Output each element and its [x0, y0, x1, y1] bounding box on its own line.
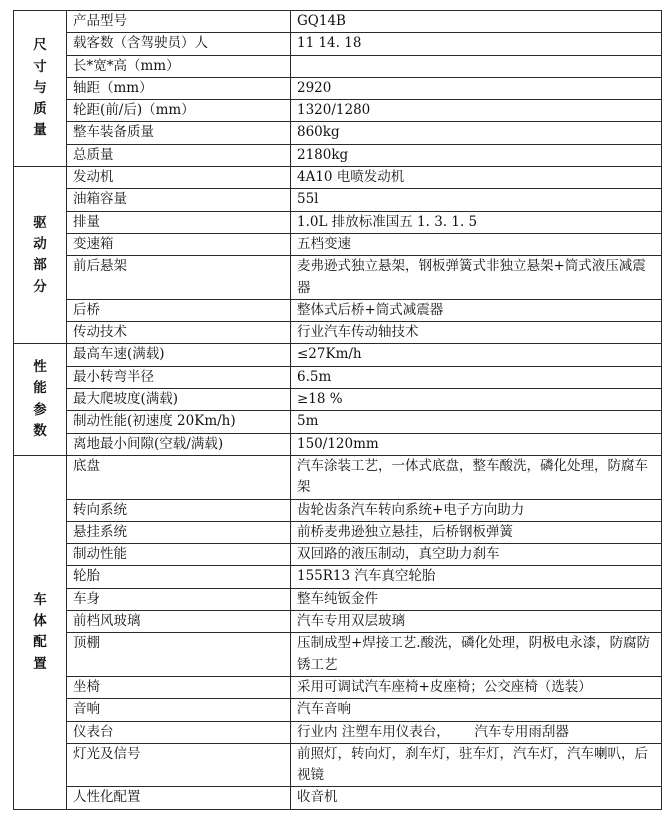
spec-label: 底盘 [67, 455, 291, 499]
spec-value: 整车纯钣金件 [291, 588, 662, 610]
spec-value: 5m [291, 411, 662, 433]
spec-label: 长*宽*高（mm） [67, 55, 291, 77]
spec-label: 前后悬架 [67, 256, 291, 300]
spec-label: 总质量 [67, 144, 291, 166]
spec-row [14, 344, 662, 366]
spec-value: 整体式后桥+筒式减震器 [291, 299, 662, 321]
spec-label: 灯光及信号 [67, 743, 291, 787]
spec-row [14, 566, 662, 588]
spec-value: 收音机 [291, 787, 662, 809]
spec-label: 轴距（mm） [67, 77, 291, 99]
spec-row [14, 743, 662, 787]
spec-row [14, 521, 662, 543]
section-title-dimensions-mass [14, 11, 67, 167]
spec-label: 后桥 [67, 299, 291, 321]
spec-value: 行业内 注塑车用仪表台， 汽车专用雨刮器 [291, 721, 662, 743]
spec-value: 1320/1280 [291, 100, 662, 122]
spec-value: 2180kg [291, 144, 662, 166]
spec-row [14, 100, 662, 122]
spec-label: 坐椅 [67, 676, 291, 698]
spec-row [14, 588, 662, 610]
spec-value: 6.5m [291, 366, 662, 388]
spec-label: 排量 [67, 211, 291, 233]
spec-label: 传动技术 [67, 322, 291, 344]
spec-value: 4A10 电喷发动机 [291, 167, 662, 189]
spec-row [14, 211, 662, 233]
spec-row [14, 389, 662, 411]
spec-value: 汽车涂装工艺，一体式底盘，整车酸洗，磷化处理，防腐车架 [291, 455, 662, 499]
spec-row [14, 721, 662, 743]
section-title-performance [14, 344, 67, 455]
spec-label: 油箱容量 [67, 189, 291, 211]
spec-row [14, 699, 662, 721]
spec-value: 2920 [291, 77, 662, 99]
spec-row [14, 633, 662, 677]
spec-value: 行业汽车传动轴技术 [291, 322, 662, 344]
spec-label: 产品型号 [67, 11, 291, 33]
spec-label: 整车装备质量 [67, 122, 291, 144]
spec-value: ≤27Km/h [291, 344, 662, 366]
spec-value: 麦弗逊式独立悬架，钢板弹簧式非独立悬架+筒式液压减震器 [291, 256, 662, 300]
section-title-drive [14, 167, 67, 344]
spec-value [291, 55, 662, 77]
spec-row [14, 411, 662, 433]
spec-label: 发动机 [67, 167, 291, 189]
spec-row [14, 256, 662, 300]
spec-label: 变速箱 [67, 233, 291, 255]
spec-row [14, 299, 662, 321]
spec-label: 最大爬坡度(满载) [67, 389, 291, 411]
spec-label: 载客数（含驾驶员）人 [67, 33, 291, 55]
spec-row [14, 455, 662, 499]
spec-row [14, 11, 662, 33]
section-title-text: 尺寸与质量 [33, 37, 47, 139]
spec-row [14, 233, 662, 255]
spec-table-body [14, 11, 662, 810]
spec-table [13, 10, 662, 810]
spec-value: 汽车音响 [291, 699, 662, 721]
spec-value: 前桥麦弗逊独立悬挂，后桥钢板弹簧 [291, 521, 662, 543]
spec-row [14, 544, 662, 566]
section-title-text: 性能参数 [33, 359, 47, 439]
spec-label: 转向系统 [67, 499, 291, 521]
spec-label: 仪表台 [67, 721, 291, 743]
spec-value: 五档变速 [291, 233, 662, 255]
section-title-text: 驱动部分 [33, 214, 47, 295]
spec-value: GQ14B [291, 11, 662, 33]
spec-value: 齿轮齿条汽车转向系统+电子方向助力 [291, 499, 662, 521]
spec-label: 前档风玻璃 [67, 611, 291, 633]
spec-row [14, 499, 662, 521]
spec-label: 制动性能(初速度 20Km/h) [67, 411, 291, 433]
section-title-text: 车体配置 [33, 591, 47, 672]
spec-value: 11 14. 18 [291, 33, 662, 55]
spec-label: 轮距(前/后)（mm） [67, 100, 291, 122]
spec-value: 860kg [291, 122, 662, 144]
spec-value: 采用可调试汽车座椅+皮座椅；公交座椅（选装） [291, 676, 662, 698]
spec-value: 150/120mm [291, 433, 662, 455]
spec-label: 制动性能 [67, 544, 291, 566]
spec-row [14, 33, 662, 55]
spec-label: 顶棚 [67, 633, 291, 677]
spec-row [14, 55, 662, 77]
spec-label: 人性化配置 [67, 787, 291, 809]
spec-label: 离地最小间隙(空载/满载) [67, 433, 291, 455]
spec-value: 1.0L 排放标准国五 1. 3. 1. 5 [291, 211, 662, 233]
spec-value: 压制成型+焊接工艺.酸洗，磷化处理，阴极电永漆，防腐防锈工艺 [291, 633, 662, 677]
spec-row [14, 77, 662, 99]
spec-label: 悬挂系统 [67, 521, 291, 543]
spec-value: 前照灯，转向灯，刹车灯，驻车灯，汽车灯，汽车喇叭，后视镜 [291, 743, 662, 787]
spec-row [14, 167, 662, 189]
spec-row [14, 189, 662, 211]
spec-row [14, 122, 662, 144]
spec-label: 轮胎 [67, 566, 291, 588]
spec-row [14, 366, 662, 388]
spec-row [14, 322, 662, 344]
spec-label: 最高车速(满载) [67, 344, 291, 366]
spec-label: 车身 [67, 588, 291, 610]
spec-label: 音响 [67, 699, 291, 721]
spec-row [14, 611, 662, 633]
spec-row [14, 433, 662, 455]
spec-row [14, 144, 662, 166]
spec-label: 最小转弯半径 [67, 366, 291, 388]
spec-value: 汽车专用双层玻璃 [291, 611, 662, 633]
section-title-body-config [14, 455, 67, 809]
spec-value: 双回路的液压制动，真空助力刹车 [291, 544, 662, 566]
spec-row [14, 676, 662, 698]
spec-row [14, 787, 662, 809]
spec-value: 55l [291, 189, 662, 211]
spec-value: 155R13 汽车真空轮胎 [291, 566, 662, 588]
spec-value: ≥18 % [291, 389, 662, 411]
